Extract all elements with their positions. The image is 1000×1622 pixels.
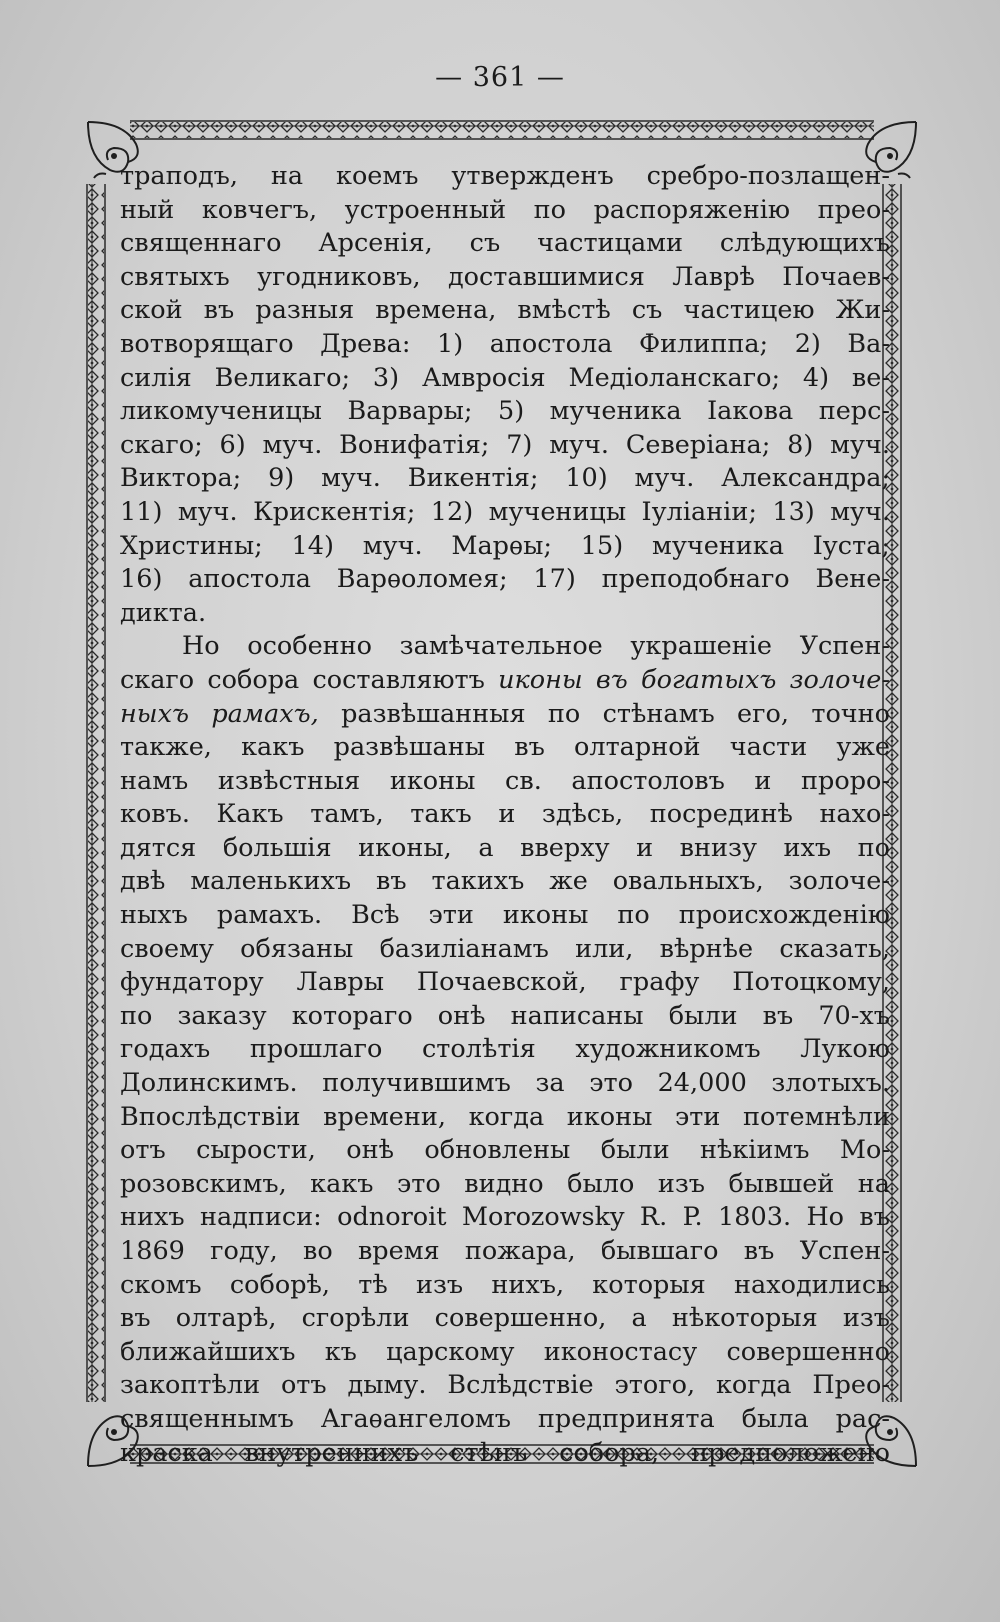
text-line: также, какъ развѣшаны въ олтарной части уже [120,732,890,763]
text-line: розовскимъ, какъ это видно было изъ бывшей на [120,1168,890,1199]
text-line-with-italic [120,664,890,698]
text-line: ный ковчегъ, устроенный по распоряженію прео- [120,194,890,225]
text-line: годахъ прошлаго столѣтія художникомъ Лукою [120,1034,890,1065]
text-segment: развѣшанныя по стѣнамъ его, точно [341,698,891,729]
text-line: Христины; 14) муч. Марѳы; 15) мученика Іуста; [120,530,890,561]
text-line: двѣ маленькихъ въ такихъ же овальныхъ, золоче- [120,866,890,897]
text-line: 11) муч. Крискентія; 12) мученицы Іуліаніи; 13) муч. [120,496,890,527]
text-line: святыхъ угодниковъ, доставшимися Лаврѣ Почаев- [120,261,890,292]
text-line: ковъ. Какъ тамъ, такъ и здѣсь, посрединѣ нахо- [120,799,890,830]
text-line: ближайшихъ къ царскому иконостасу совершенно [120,1336,890,1367]
text-line: скомъ соборѣ, тѣ изъ нихъ, которыя находились [120,1269,890,1300]
text-line: своему обязаны базиліанамъ или, вѣрнѣе сказать, [120,933,890,964]
text-line: Впослѣдствіи времени, когда иконы эти потемнѣли [120,1101,890,1132]
text-line-with-italic [120,698,890,732]
text-line: закоптѣли отъ дыму. Вслѣдствіе этого, когда Прео- [120,1370,890,1401]
text-line: траподъ, на коемъ утвержденъ сребро-позлащен- [120,161,890,191]
text-line: Долинскимъ. получившимъ за это 24,000 злотыхъ. [120,1068,890,1099]
page-number: — 361 — [435,62,565,93]
text-line: ныхъ рамахъ. Всѣ эти иконы по происхожденію [120,900,890,931]
text-line: фундатору Лавры Почаевской, графу Потоцкому, [120,967,890,998]
text-segment: скаго собора составляютъ [120,664,485,695]
text-line: силія Великаго; 3) Амвросія Медіоланскаго; 4) ве- [120,362,890,393]
text-line: 16) апостола Варѳоломея; 17) преподобнаго Вене- [120,564,890,595]
text-line: священнымъ Агаѳангеломъ предпринята была рас- [120,1403,890,1434]
text-line: въ олтарѣ, сгорѣли совершенно, а нѣкоторыя изъ [120,1303,890,1334]
text-line: краска внутреннихъ стѣнъ собора, предположено [120,1437,890,1468]
text-line: 1869 году, во время пожара, бывшаго въ Успен- [120,1236,890,1266]
text-line: нихъ надписи: odnoroit Morozowsky R. P. 1803. Но въ [120,1202,890,1233]
text-line: ской въ разныя времена, вмѣстѣ съ частицею Жи- [120,295,890,326]
text-line: священнаго Арсенія, съ частицами слѣдующихъ [120,228,890,259]
italic-phrase: ныхъ рамахъ, [120,698,319,729]
text-line: скаго; 6) муч. Вонифатія; 7) муч. Северіана; 8) муч. [120,429,890,460]
text-line: отъ сырости, онѣ обновлены были нѣкіимъ Мо- [120,1135,890,1166]
text-line: Виктора; 9) муч. Викентія; 10) муч. Александра; [120,463,890,494]
text-line: по заказу котораго онѣ написаны были въ 70-хъ [120,1000,890,1031]
paragraph-start-line: Но особенно замѣчательное украшеніе Успен- [182,631,890,662]
text-line: дятся большія иконы, а вверху и внизу ихъ по [120,832,890,863]
text-line: вотворящаго Древа: 1) апостола Филиппа; 2) Ва- [120,328,890,359]
text-line: намъ извѣстныя иконы св. апостоловъ и проро- [120,765,890,796]
body-text [120,160,890,1470]
italic-phrase: иконы въ богатыхъ золоче- [498,664,890,695]
text-line: дикта. [120,597,207,628]
text-line: ликомученицы Варвары; 5) мученика Іакова перс- [120,396,890,427]
